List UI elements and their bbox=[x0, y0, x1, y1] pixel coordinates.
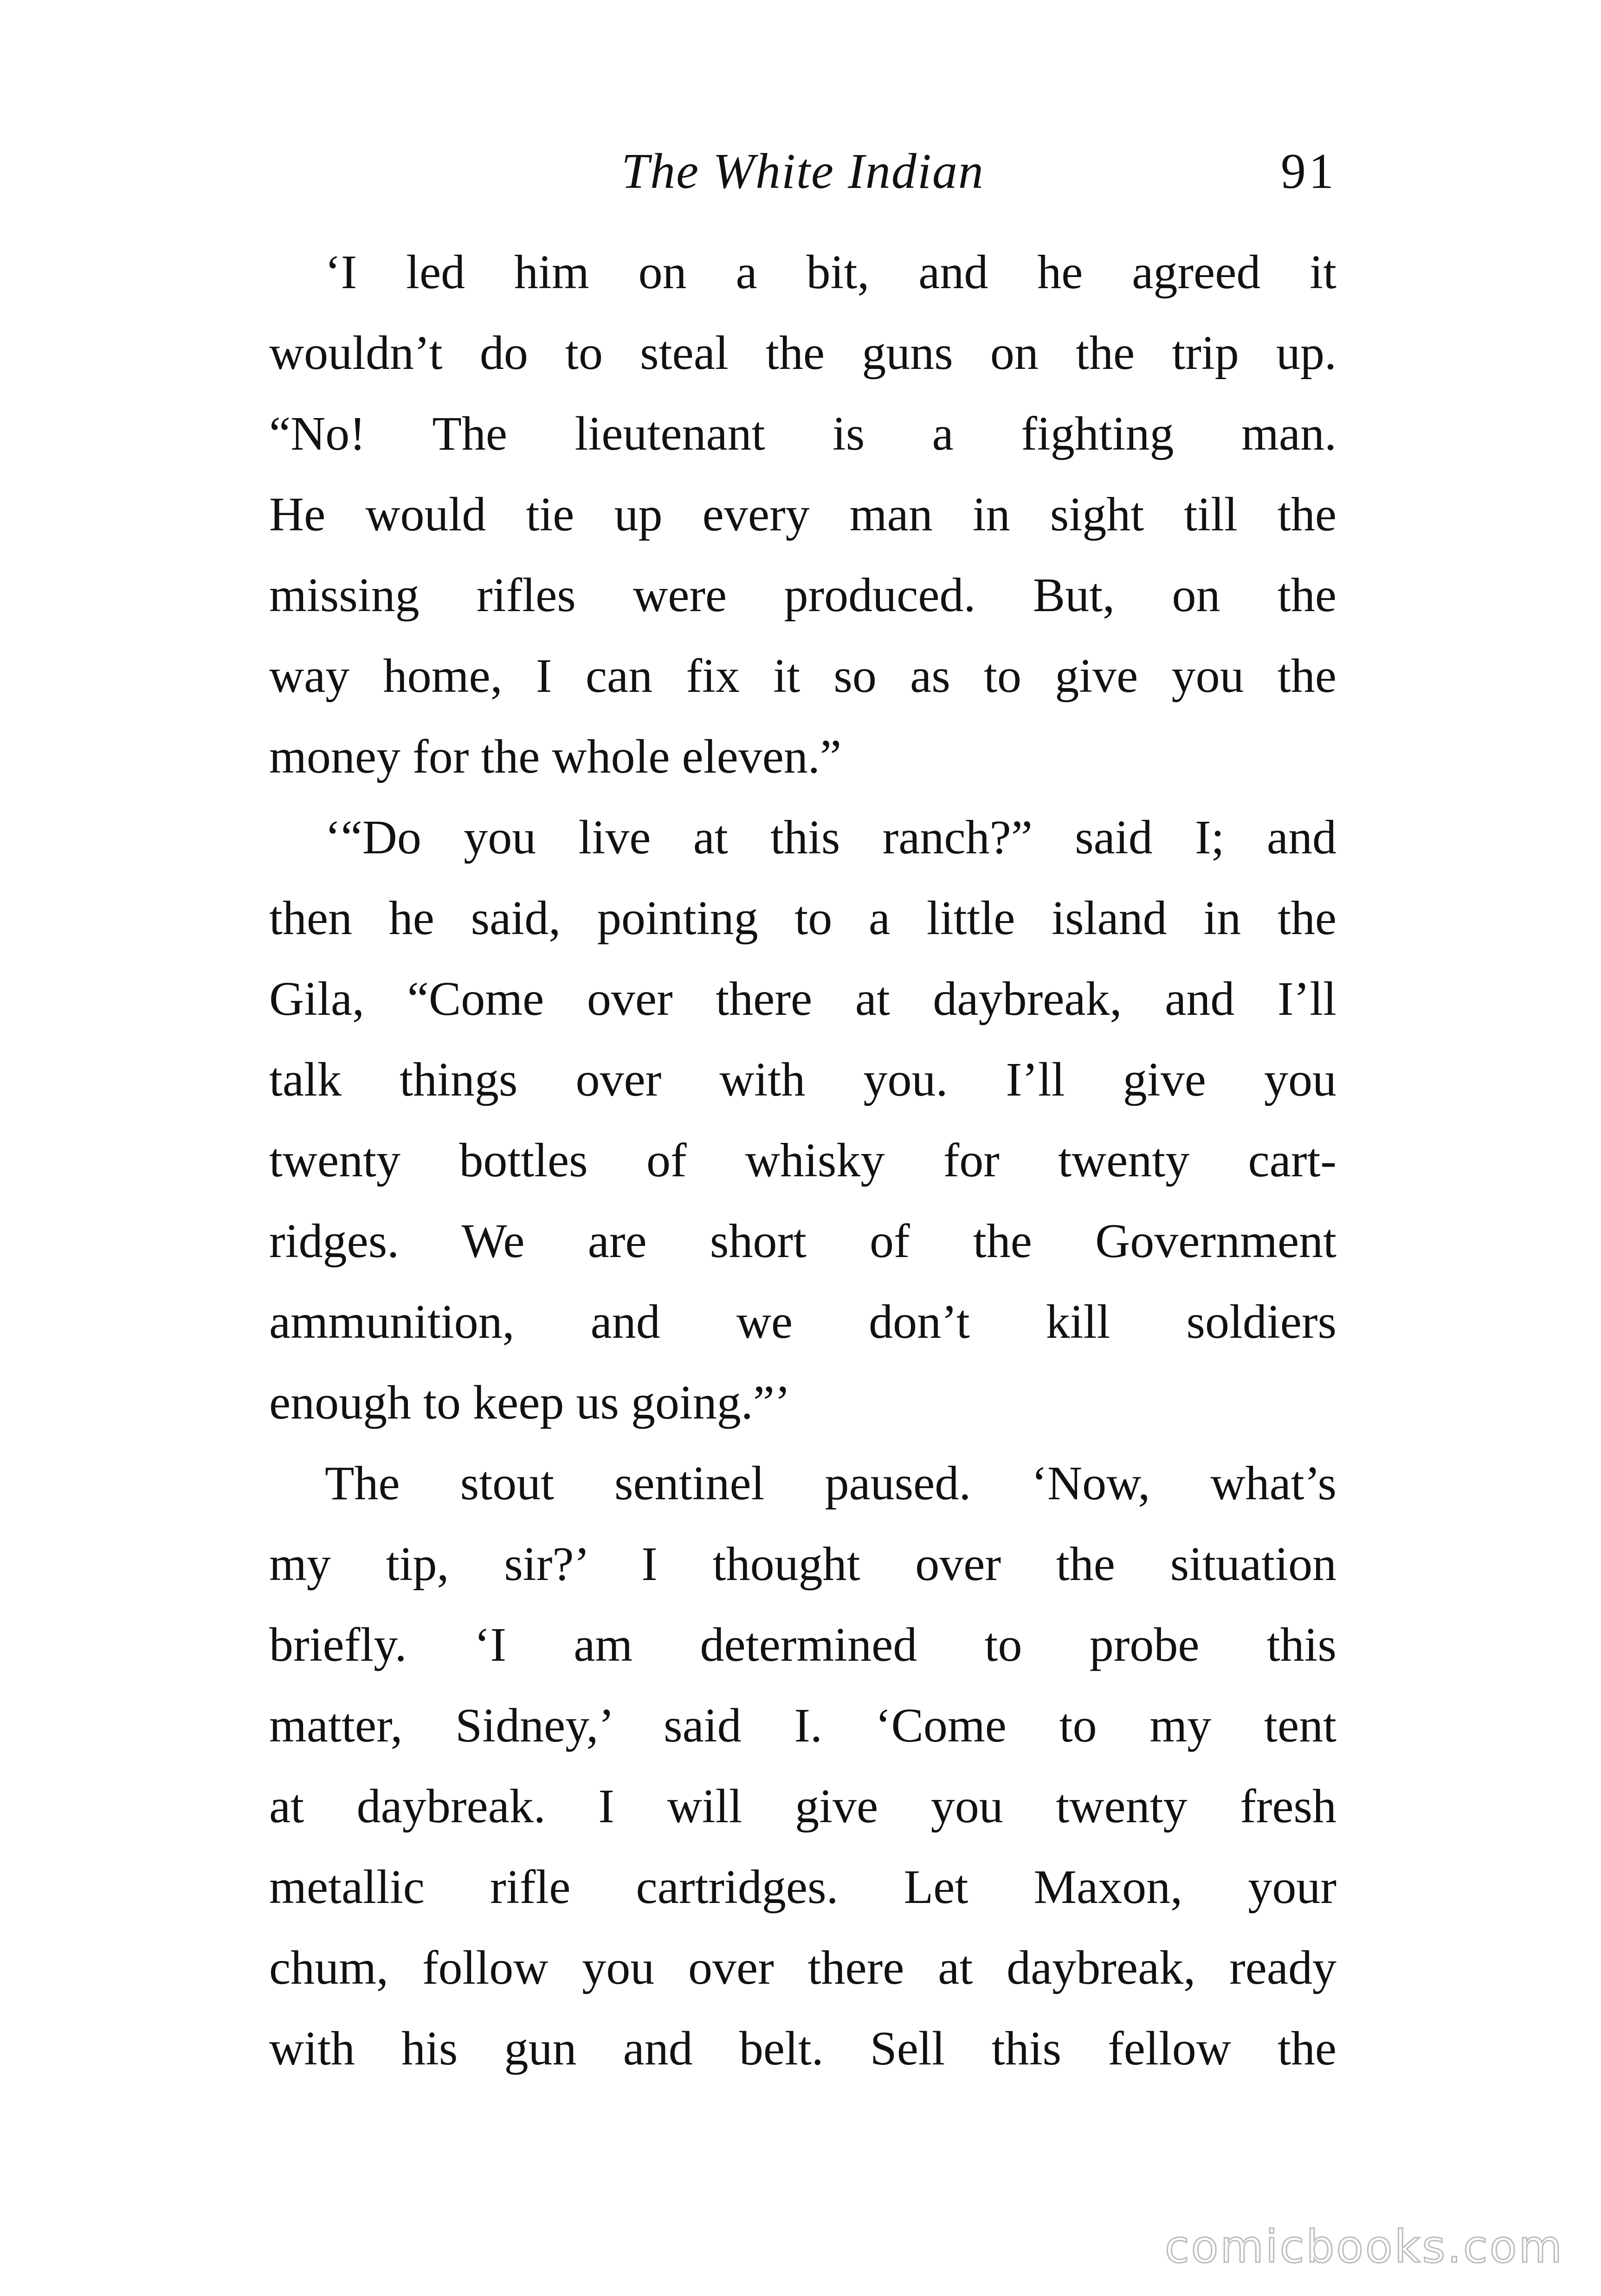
text-line: metallic rifle cartridges. Let Maxon, your bbox=[269, 1860, 1336, 1914]
text-line: way home, I can fix it so as to give you the bbox=[269, 649, 1336, 703]
text-line: at daybreak. I will give you twenty fresh bbox=[269, 1780, 1336, 1833]
text-line: “No! The lieutenant is a fighting man. bbox=[269, 407, 1336, 460]
running-title: The White Indian bbox=[621, 144, 984, 199]
text-line: with his gun and belt. Sell this fellow the bbox=[269, 2022, 1336, 2075]
running-head bbox=[269, 130, 1336, 213]
text-line: twenty bottles of whisky for twenty cart- bbox=[269, 1134, 1336, 1187]
text-line: Gila, “Come over there at daybreak, and I’ll bbox=[269, 972, 1336, 1025]
text-line: missing rifles were produced. But, on the bbox=[269, 568, 1336, 622]
text-line: ‘I led him on a bit, and he agreed it bbox=[325, 245, 1336, 299]
page-number: 91 bbox=[1281, 144, 1336, 199]
text-line: He would tie up every man in sight till the bbox=[269, 488, 1336, 541]
text-line: then he said, pointing to a little island in the bbox=[269, 891, 1336, 945]
body-text bbox=[269, 232, 1336, 2089]
text-line: ‘“Do you live at this ranch?” said I; and bbox=[325, 811, 1336, 864]
text-line: matter, Sidney,’ said I. ‘Come to my tent bbox=[269, 1699, 1336, 1752]
text-line: briefly. ‘I am determined to probe this bbox=[269, 1618, 1336, 1671]
text-line: ridges. We are short of the Government bbox=[269, 1214, 1336, 1268]
text-line: The stout sentinel paused. ‘Now, what’s bbox=[325, 1457, 1336, 1510]
text-line: wouldn’t do to steal the guns on the trip up. bbox=[269, 326, 1336, 380]
text-line: enough to keep us going.”’ bbox=[269, 1376, 791, 1429]
watermark: comicbooks.com bbox=[1164, 2221, 1564, 2273]
text-line: my tip, sir?’ I thought over the situation bbox=[269, 1537, 1336, 1591]
text-line: ammunition, and we don’t kill soldiers bbox=[269, 1295, 1336, 1348]
text-line: talk things over with you. I’ll give you bbox=[269, 1053, 1336, 1106]
text-line: money for the whole eleven.” bbox=[269, 730, 842, 783]
text-line: chum, follow you over there at daybreak, ready bbox=[269, 1941, 1336, 1994]
